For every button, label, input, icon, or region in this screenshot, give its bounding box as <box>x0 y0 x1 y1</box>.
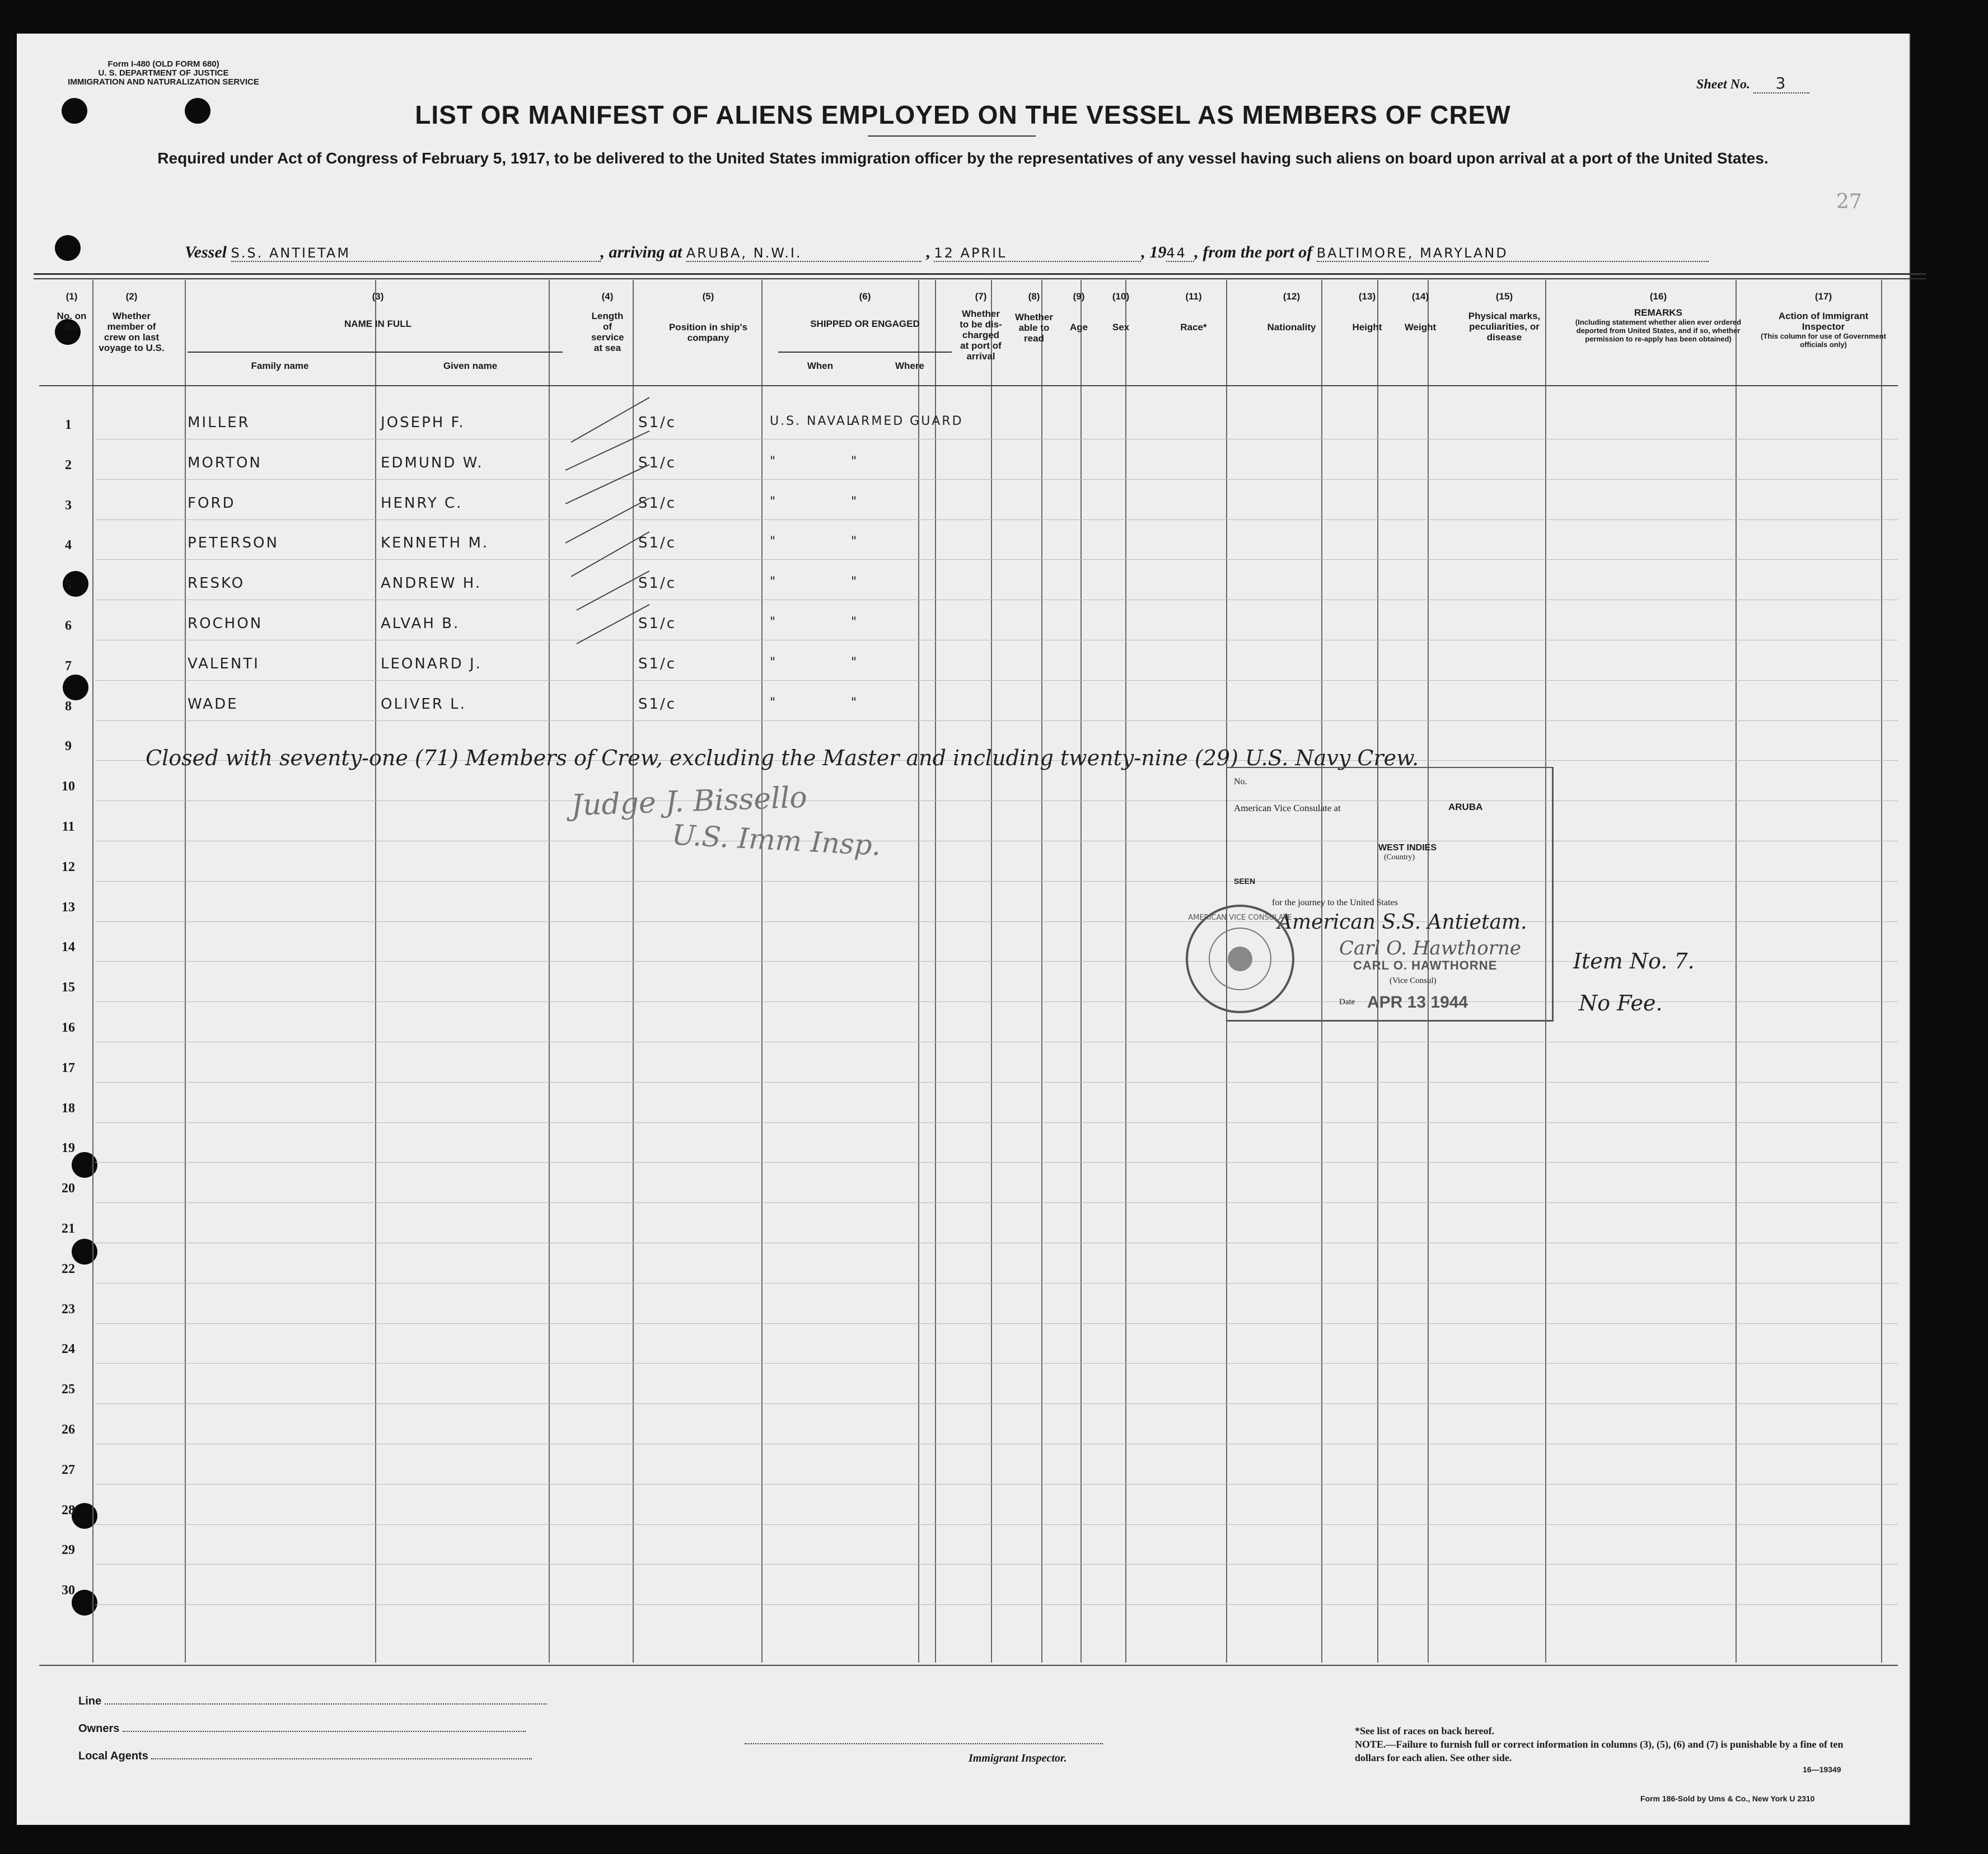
col7-header <box>953 291 1009 362</box>
col6-where-label: Where <box>895 360 924 371</box>
row-number: 18 <box>62 1101 75 1116</box>
row-line <box>95 800 1898 801</box>
row-number: 30 <box>62 1583 75 1598</box>
col13-number: (13) <box>1358 291 1376 302</box>
row-line <box>95 1082 1898 1083</box>
crew-family: WADE <box>188 695 238 713</box>
crew-family: FORD <box>188 494 236 512</box>
column-line <box>375 280 376 1663</box>
footer-agents-field <box>78 1750 532 1763</box>
col16-note: (Including statement whether alien ever ordered deported from United States, and if so, whether permission to re-apply has been obtained) <box>1575 318 1742 343</box>
col7-number: (7) <box>975 291 987 302</box>
stamp-no-label: No. <box>1234 777 1247 786</box>
col6-when-label: When <box>807 360 834 371</box>
crew-family: MORTON <box>188 454 262 471</box>
service-slash-marks <box>554 392 666 728</box>
footer-owners-field <box>78 1722 526 1735</box>
crew-when: " <box>770 615 778 629</box>
row-number: 27 <box>62 1462 75 1477</box>
races-note: *See list of races on back hereof. <box>1355 1725 1495 1736</box>
col8-number: (8) <box>1028 291 1040 302</box>
col2-label: Whether member of crew on last voyage to U.S. <box>99 311 165 353</box>
col5-number: (5) <box>702 291 714 302</box>
col12-label: Nationality <box>1267 322 1316 333</box>
arriving-port: ARUBA, N.W.I. <box>686 245 922 262</box>
consular-seal <box>1181 900 1299 1018</box>
crew-where: " <box>851 615 859 629</box>
row-number: 17 <box>62 1060 75 1075</box>
crew-when: " <box>770 655 778 670</box>
row-line <box>95 1564 1898 1565</box>
crew-position: S1/c <box>638 535 677 552</box>
page-title: LIST OR MANIFEST OF ALIENS EMPLOYED ON THE VESSEL AS MEMBERS OF CREW <box>415 100 1511 129</box>
crew-position: S1/c <box>638 575 677 592</box>
header-bottom-rule <box>39 385 1898 386</box>
crew-given: HENRY C. <box>381 494 463 512</box>
inspector-signature: Judge J. Bissello <box>570 780 808 823</box>
stamp-consul-title: (Vice Consul) <box>1390 976 1437 985</box>
closing-note: Closed with seventy-one (71) Members of Crew, excluding the Master and including twenty-nine (29) U.S. Navy Crew. <box>146 746 1419 770</box>
column-line <box>935 280 936 1663</box>
col11-header <box>1143 291 1244 333</box>
fee-note: No Fee. <box>1579 991 1663 1015</box>
arrival-date: 12 APRIL <box>934 245 1141 262</box>
row-line <box>95 1524 1898 1525</box>
col13-label: Height <box>1352 322 1382 333</box>
col12-header <box>1244 291 1339 333</box>
col12-number: (12) <box>1283 291 1301 302</box>
row-line <box>95 479 1898 480</box>
footer-owners-label: Owners <box>78 1722 120 1735</box>
col3-number: (3) <box>372 291 384 302</box>
row-line <box>95 1283 1898 1284</box>
col16-header <box>1563 291 1753 343</box>
col17-note: (This column for use of Government officials only) <box>1761 332 1886 349</box>
stamp-region: WEST INDIES <box>1378 843 1437 853</box>
row-number: 12 <box>62 859 75 874</box>
col4-header <box>571 291 644 353</box>
footer-rule <box>39 1665 1898 1666</box>
crew-family: ROCHON <box>188 615 263 632</box>
crew-where: " <box>851 535 859 549</box>
col6-number: (6) <box>859 291 871 302</box>
col4-number: (4) <box>601 291 614 302</box>
row-number: 14 <box>62 940 75 955</box>
row-number: 29 <box>62 1543 75 1558</box>
immigrant-inspector-label: Immigrant Inspector. <box>969 1752 1067 1764</box>
page-subtitle: Required under Act of Congress of February 5, 1917, to be delivered to the United States immigration officer by the representatives of any vessel having such aliens on board upon arrival at a port of the United States. <box>157 149 1769 167</box>
stamp-country-label: (Country) <box>1384 853 1415 862</box>
crew-where: " <box>851 695 859 710</box>
seal-text: AMERICAN VICE CONSULATE <box>1188 914 1292 922</box>
crew-when: " <box>770 535 778 549</box>
row-line <box>95 1604 1898 1605</box>
row-number: 28 <box>62 1502 75 1518</box>
col16-number: (16) <box>1649 291 1667 302</box>
col15-header <box>1446 291 1563 343</box>
row-line <box>95 1363 1898 1364</box>
sheet-number-field <box>1696 74 1809 93</box>
row-number: 11 <box>62 820 75 834</box>
item-number: Item No. 7. <box>1573 949 1695 973</box>
col1-label: No. on list <box>57 311 87 332</box>
col2-number: (2) <box>125 291 138 302</box>
row-line <box>95 1202 1898 1203</box>
col15-label: Physical marks, peculiarities, or disease <box>1468 311 1541 343</box>
vessel-name: S.S. ANTIETAM <box>231 245 601 262</box>
col8-label: Whether able to read <box>1015 312 1053 344</box>
row-number: 26 <box>62 1422 75 1437</box>
col17-number: (17) <box>1814 291 1832 302</box>
column-line <box>1125 280 1126 1663</box>
row-number: 7 <box>65 658 72 673</box>
column-line <box>185 280 186 1663</box>
row-number: 2 <box>65 457 72 472</box>
crew-position: S1/c <box>638 655 677 672</box>
row-number: 23 <box>62 1301 75 1317</box>
form-number: Form I-480 (OLD FORM 680) <box>107 59 219 69</box>
col7-label: Whether to be dis-charged at port of arrival <box>960 308 1002 362</box>
crew-given: KENNETH M. <box>381 535 489 552</box>
row-number: 19 <box>62 1141 75 1156</box>
row-number: 4 <box>65 538 72 553</box>
crew-where: " <box>851 494 859 509</box>
row-number: 21 <box>62 1221 75 1236</box>
col1-number: (1) <box>66 291 78 302</box>
departure-port: BALTIMORE, MARYLAND <box>1317 245 1709 262</box>
stamp-consul-name: CARL O. HAWTHORNE <box>1353 958 1498 972</box>
col3-label: NAME IN FULL <box>344 319 411 329</box>
crew-family: VALENTI <box>188 655 260 672</box>
crew-given: OLIVER L. <box>381 695 466 713</box>
col15-number: (15) <box>1495 291 1513 302</box>
crew-family: RESKO <box>188 575 245 592</box>
inspector-signature-line <box>745 1743 1103 1744</box>
crew-when: U.S. NAVAL <box>770 414 855 428</box>
sheet-number: 3 <box>1753 74 1809 93</box>
footer-line-field <box>78 1695 547 1708</box>
row-line <box>95 1403 1898 1404</box>
col2-header <box>95 291 168 353</box>
col17-header <box>1753 291 1893 349</box>
col5-header <box>649 291 767 343</box>
col10-header <box>1098 291 1143 333</box>
crew-given: ALVAH B. <box>381 615 460 632</box>
row-line <box>95 1484 1898 1485</box>
column-line <box>761 280 763 1663</box>
footer-agents-label: Local Agents <box>78 1750 148 1762</box>
column-line <box>918 280 919 1663</box>
row-number: 24 <box>62 1342 75 1357</box>
crew-when: " <box>770 454 778 469</box>
row-line <box>95 559 1898 560</box>
punch-hole <box>63 675 88 700</box>
col1-header <box>49 291 94 332</box>
col9-header <box>1059 291 1098 333</box>
year-prefix: , 19 <box>1141 243 1167 261</box>
column-line <box>1041 280 1042 1663</box>
from-label: , from the port of <box>1194 243 1313 261</box>
row-line <box>95 720 1898 721</box>
form-service: IMMIGRATION AND NATURALIZATION SERVICE <box>68 77 259 87</box>
vessel-label: Vessel <box>185 243 227 261</box>
row-line <box>95 1162 1898 1163</box>
row-number: 8 <box>65 699 72 714</box>
col3-family-label: Family name <box>251 360 309 371</box>
row-number: 3 <box>65 498 72 513</box>
crew-position: S1/c <box>638 414 677 431</box>
col11-label: Race* <box>1180 322 1207 333</box>
form-department: U. S. DEPARTMENT OF JUSTICE <box>98 68 229 78</box>
row-line <box>95 519 1898 520</box>
crew-when: " <box>770 575 778 589</box>
col3-header <box>188 291 568 371</box>
crew-given: EDMUND W. <box>381 454 484 471</box>
stamp-ship-written: American S.S. Antietam. <box>1278 911 1527 934</box>
col13-header <box>1339 291 1395 333</box>
crew-where: " <box>851 655 859 670</box>
stamp-date: APR 13 1944 <box>1367 993 1468 1012</box>
stamp-consulate-line: American Vice Consulate at <box>1234 803 1341 813</box>
row-number: 5 <box>65 578 72 593</box>
col11-number: (11) <box>1185 291 1202 302</box>
column-line <box>1080 280 1082 1663</box>
punch-hole <box>72 1239 97 1265</box>
stamp-journey: for the journey to the United States <box>1272 898 1398 907</box>
crew-where: " <box>851 575 859 589</box>
row-number: 16 <box>62 1020 75 1035</box>
row-number: 22 <box>62 1261 75 1276</box>
stamp-date-label: Date <box>1339 998 1355 1006</box>
col9-number: (9) <box>1073 291 1085 302</box>
crew-given: JOSEPH F. <box>381 414 465 431</box>
col14-header <box>1395 291 1446 333</box>
row-number: 15 <box>62 980 75 995</box>
footer-notes <box>1355 1724 1859 1764</box>
row-number: 25 <box>62 1382 75 1397</box>
crew-position: S1/c <box>638 454 677 471</box>
row-number: 10 <box>62 779 75 794</box>
form-code: 16—19349 <box>1803 1765 1841 1774</box>
arriving-label: , arriving at <box>600 243 682 261</box>
penalty-note: NOTE.—Failure to furnish full or correct information in columns (3), (5), (6) and (7) is punishable by a fine of ten dollars for each alien. See other side. <box>1355 1739 1844 1763</box>
inspector-title: U.S. Imm Insp. <box>671 818 882 862</box>
column-line <box>92 280 93 1663</box>
row-number: 1 <box>65 418 72 432</box>
crew-given: LEONARD J. <box>381 655 482 672</box>
printer-line: Form 186-Sold by Ums & Co., New York U 2310 <box>1640 1794 1815 1803</box>
row-line <box>95 881 1898 882</box>
stamp-city: ARUBA <box>1448 802 1483 812</box>
col10-label: Sex <box>1112 322 1130 333</box>
row-line <box>95 1323 1898 1324</box>
crew-where: " <box>851 454 859 469</box>
crew-position: S1/c <box>638 494 677 512</box>
title-underline <box>868 135 1036 137</box>
margin-page-number: 27 <box>1836 190 1862 213</box>
row-number: 6 <box>65 619 72 633</box>
footer-line-label: Line <box>78 1695 102 1707</box>
col9-label: Age <box>1069 322 1088 333</box>
crew-family: PETERSON <box>188 535 279 552</box>
crew-where: ARMED GUARD <box>851 414 963 428</box>
form-identification <box>40 60 287 87</box>
crew-given: ANDREW H. <box>381 575 482 592</box>
col6-header <box>778 291 952 371</box>
crew-position: S1/c <box>638 615 677 632</box>
manifest-page <box>17 34 1910 1825</box>
col14-number: (14) <box>1411 291 1429 302</box>
column-line <box>549 280 550 1663</box>
crew-family: MILLER <box>188 414 250 431</box>
row-number: 20 <box>62 1181 75 1196</box>
col6-label: SHIPPED OR ENGAGED <box>810 319 920 329</box>
col17-label: Action of Immigrant Inspector <box>1778 311 1869 332</box>
voyage-line: Vessel S.S. ANTIETAM , arriving at ARUBA, N.W.I. , 12 APRIL , 1944 , from the port of BALTIMORE, MARYLAND <box>185 243 1741 262</box>
punch-hole <box>55 235 81 261</box>
col4-label: Length of service at sea <box>591 311 624 353</box>
col5-label: Position in ship's company <box>668 322 748 343</box>
column-line <box>1736 280 1737 1663</box>
stamp-seen-label: SEEN <box>1234 877 1256 886</box>
stamp-consul-signature: Carl O. Hawthorne <box>1339 937 1522 959</box>
header-rule <box>34 273 1926 279</box>
row-line <box>95 921 1898 922</box>
sheet-label: Sheet No. <box>1696 77 1750 92</box>
crew-when: " <box>770 494 778 509</box>
row-number: 13 <box>62 900 75 915</box>
col3-given-label: Given name <box>443 360 498 371</box>
row-line <box>95 1122 1898 1123</box>
column-line <box>991 280 992 1663</box>
row-number: 9 <box>65 739 72 754</box>
crew-position: S1/c <box>638 695 677 713</box>
col8-header <box>1009 291 1059 344</box>
col14-label: Weight <box>1404 322 1437 333</box>
arrival-year: 44 <box>1166 245 1194 262</box>
crew-when: " <box>770 695 778 710</box>
column-line <box>1881 280 1882 1663</box>
row-line <box>95 680 1898 681</box>
col16-label: REMARKS <box>1634 307 1682 318</box>
col10-number: (10) <box>1112 291 1130 302</box>
